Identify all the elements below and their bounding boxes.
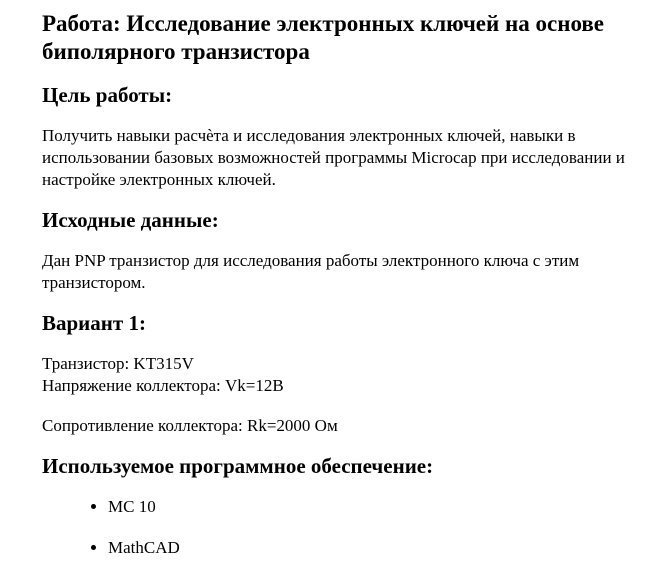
- section-heading-variant: Вариант 1:: [42, 311, 146, 335]
- page-title: Работа: Исследование электронных ключей на основе биполярного транзистора: [42, 11, 605, 64]
- software-list: [42, 496, 627, 559]
- variant-transistor-line: Транзистор: KT315V: [42, 354, 194, 373]
- list-item-mc10: • MC 10: [108, 496, 627, 518]
- section-heading-inputs: Исходные данные:: [42, 208, 219, 232]
- list-item-mathcad: • MathCAD: [108, 537, 627, 559]
- inputs-paragraph: Дан PNP транзистор для исследования работы электронного ключа с этим транзистором.: [42, 251, 580, 292]
- variant-parameters: [42, 353, 627, 397]
- variant-collector-voltage-line: Напряжение коллектора: Vk=12В: [42, 376, 284, 395]
- goal-paragraph: Получить навыки расчѐта и исследования электронных ключей, навыки в использовании базовых возможностей программы Microcap при исследовании и настройке электронных ключей.: [42, 126, 625, 189]
- section-heading-goal: Цель работы:: [42, 83, 173, 107]
- section-heading-software: Используемое программное обеспечение:: [42, 454, 434, 478]
- variant-collector-resistance-line: Сопротивление коллектора: Rk=2000 Ом: [42, 416, 338, 435]
